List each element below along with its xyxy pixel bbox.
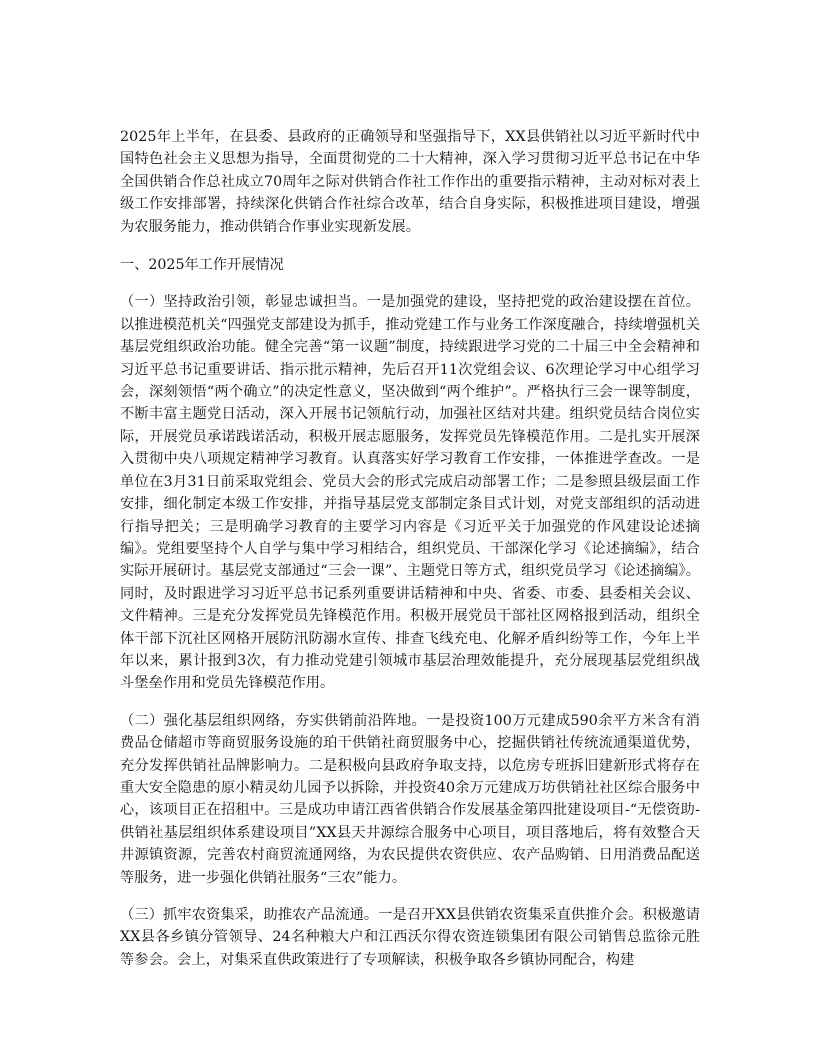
section-item-2: （二）强化基层组织网络，夯实供销前沿阵地。一是投资100万元建成590余平方米含有消费品仓储超市等商贸服务设施的珀干供销社商贸服务中心，挖掘供销社传统流通渠道优势，充分发挥供销社品牌影响力。二是积极向县政府争取支持，以危房专班拆旧建新形式将存在重大安全隐患的原小精灵幼儿园予以拆除，并投资40余万元建成万坊供销社社区综合服务中心，该项目正在招租中。三是成功申请江西省供销合作发展基金第四批建设项目-“无偿资助-供销社基层组织体系建设项目”XX县天井源综合服务中心项目，项目落地后，将有效整合天井源镇资源，完善农村商贸流通网络，为农民提供农资供应、农产品购销、日用消费品配送等服务，进一步强化供销社服务“三农”能力。 [120, 712, 700, 886]
section-item-3: （三）抓牢农资集采，助推农产品流通。一是召开XX县供销农资集采直供推介会。积极邀请XX县各乡镇分管领导、24名种粮大户和江西沃尔得农资连锁集团有限公司销售总监徐元胜等参会。会上，对集采直供政策进行了专项解读，积极争取各乡镇协同配合，构建 [120, 907, 700, 968]
section-item-1: （一）坚持政治引领，彰显忠诚担当。一是加强党的建设，坚持把党的政治建设摆在首位。以推进模范机关“四强党支部建设为抓手，推动党建工作与业务工作深度融合，持续增强机关基层党组织政治功能。健全完善“第一议题”制度，持续跟进学习党的二十届三中全会精神和习近平总书记重要讲话、指示批示精神，先后召开11次党组会议、6次理论学习中心组学习会，深刻领悟“两个确立”的决定性意义，坚决做到“两个维护”。严格执行三会一课等制度，不断丰富主题党日活动，深入开展书记领航行动，加强社区结对共建。组织党员结合岗位实际，开展党员承诺践诺活动，积极开展志愿服务，发挥党员先锋模范作用。二是扎实开展深入贯彻中央八项规定精神学习教育。认真落实好学习教育工作安排，一体推进学查改。一是单位在3月31日前采取党组会、党员大会的形式完成启动部署工作；二是参照县级层面工作安排，细化制定本级工作安排，并指导基层党支部制定条目式计划，对党支部组织的活动进行指导把关；三是明确学习教育的主要学习内容是《习近平关于加强党的作风建设论述摘编》。党组要坚持个人自学与集中学习相结合，组织党员、干部深化学习《论述摘编》，结合实际开展研讨。基层党支部通过“三会一课”、主题党日等方式，组织党员学习《论述摘编》。同时，及时跟进学习习近平总书记系列重要讲话精神和中央、省委、市委、县委相关会议、文件精神。三是充分发挥党员先锋模范作用。积极开展党员干部社区网格报到活动，组织全体干部下沉社区网格开展防汛防溺水宣传、排查飞线充电、化解矛盾纠纷等工作，今年上半年以来，累计报到3次，有力推动党建引领城市基层治理效能提升，充分展现基层党组织战斗堡垒作用和党员先锋模范作用。 [120, 294, 700, 692]
document-page [120, 126, 700, 971]
section-heading: 一、2025年工作开展情况 [120, 257, 284, 274]
intro-paragraph: 2025年上半年，在县委、县政府的正确领导和坚强指导下，XX县供销社以习近平新时代中国特色社会主义思想为指导，全面贯彻党的二十大精神，深入学习贯彻习近平总书记在中华全国供销合作总社成立70周年之际对供销合作社工作作出的重要指示精神，主动对标对表上级工作安排部署，持续深化供销合作社综合改革，结合自身实际，积极推进项目建设，增强为农服务能力，推动供销合作事业实现新发展。 [120, 129, 700, 235]
